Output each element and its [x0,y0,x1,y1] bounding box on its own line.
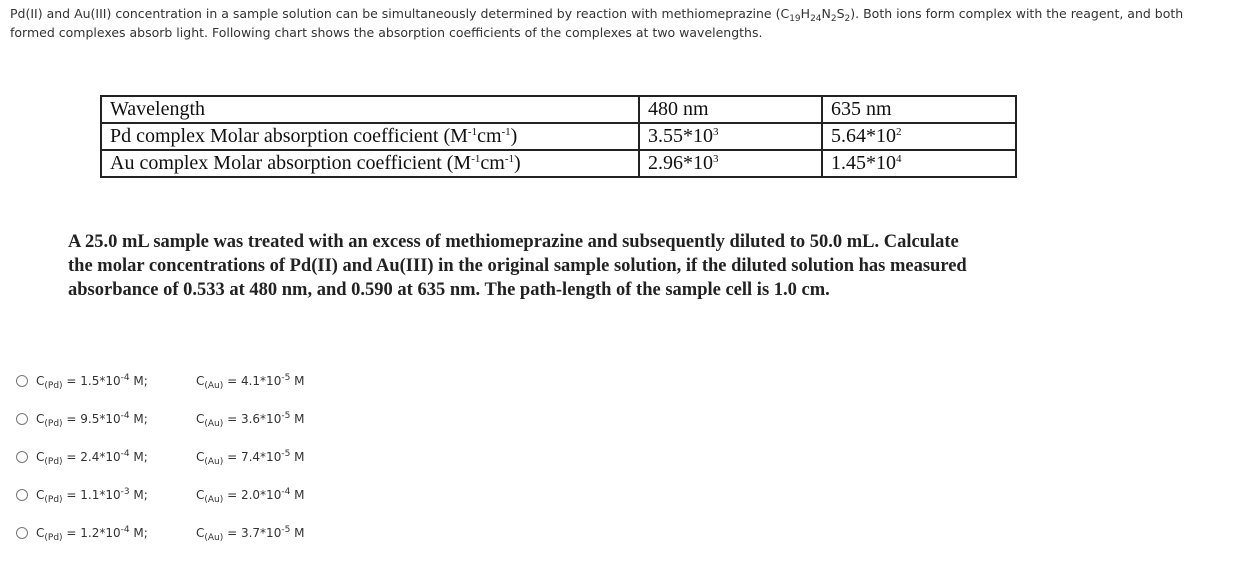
radio-button[interactable] [16,489,28,501]
equals: = [223,412,241,426]
subscript: (Pd) [44,533,63,543]
subscript: (Au) [204,457,224,467]
superscript: 3 [713,126,719,138]
equals: = [223,450,241,464]
radio-button[interactable] [16,375,28,387]
answer-option-4[interactable] [16,476,416,514]
exponent: -5 [281,525,291,535]
answer-options [16,362,416,552]
intro-text: Pd(II) and Au(III) concentration in a sample solution can be simultaneously determined by reaction with methiomeprazine (C [10,6,790,21]
exponent: -4 [281,487,291,497]
cell-value: 2.96*10 [648,152,713,174]
equals: = [62,450,81,464]
answer-option-1[interactable] [16,362,416,400]
equals: = [223,488,241,502]
superscript: 4 [896,153,902,165]
equals: = [62,526,81,540]
unit: M [290,526,305,540]
c-label: C [196,412,205,426]
au-concentration [196,373,305,391]
unit: cm [477,125,502,147]
problem-statement: A 25.0 mL sample was treated with an excess of methiomeprazine and subsequently diluted to 50.0 mL. Calculate the molar concentrations of Pd(II) and Au(III) in the original sample solution, if the diluted solution has measured absorbance of 0.533 at 480 nm, and 0.590 at 635 nm. The path-length of the sample cell is 1.0 cm. [68,232,967,300]
table-row [101,123,1016,150]
table-cell: 480 nm [639,96,822,123]
subscript: (Pd) [44,495,63,505]
formula-element: H [800,6,811,21]
table-cell [822,123,1016,150]
answer-option-2[interactable] [16,400,416,438]
subscript: (Pd) [44,381,63,391]
superscript: -1 [504,153,514,165]
table-row [101,150,1016,177]
radio-button[interactable] [16,451,28,463]
formula-element: N [821,6,831,21]
unit: M; [129,488,148,502]
value: 3.7*10 [240,526,282,540]
unit: ) [510,125,518,147]
c-label: C [36,412,45,426]
exponent: -5 [281,411,291,421]
subscript: (Au) [204,495,224,505]
subscript: 2 [844,14,851,24]
intro-text-end: ). Both ions form complex with the reagent, and both formed complexes absorb light. Following chart shows the absorption coefficients of the complexes at two wavelengths. [10,6,1184,40]
exponent: -4 [120,411,130,421]
subscript: (Au) [204,381,224,391]
equals: = [223,526,241,540]
superscript: -1 [471,153,481,165]
c-label: C [196,450,205,464]
superscript: 3 [713,153,719,165]
answer-option-5[interactable] [16,514,416,552]
unit: cm [480,152,505,174]
cell-value: 3.55*10 [648,125,713,147]
table-cell [822,150,1016,177]
table-cell: Wavelength [101,96,639,123]
unit: ) [513,152,521,174]
subscript: (Pd) [44,457,63,467]
pd-concentration [36,487,196,505]
exponent: -3 [120,487,130,497]
au-concentration [196,411,305,429]
exponent: -4 [120,373,130,383]
unit: M; [129,374,148,388]
answer-option-3[interactable] [16,438,416,476]
exponent: -4 [120,525,130,535]
unit: M [290,412,305,426]
value: 2.4*10 [80,450,121,464]
pd-concentration [36,525,196,543]
pd-concentration [36,411,196,429]
radio-button[interactable] [16,527,28,539]
pd-concentration [36,373,196,391]
problem-image [28,68,1058,338]
superscript: 2 [896,126,902,138]
pd-concentration [36,449,196,467]
subscript: 2 [830,14,837,24]
c-label: C [196,374,205,388]
unit: M; [129,450,148,464]
c-label: C [196,526,205,540]
cell-value: 1.45*10 [831,152,896,174]
value: 1.2*10 [80,526,121,540]
table-cell [639,123,822,150]
value: 4.1*10 [240,374,282,388]
equals: = [62,412,81,426]
subscript: (Au) [204,533,224,543]
table-row [101,96,1016,123]
absorption-coefficient-table [100,95,1017,178]
subscript: (Au) [204,419,224,429]
formula-element: S [836,6,845,21]
equals: = [62,488,81,502]
exponent: -5 [281,373,291,383]
table-cell [101,150,639,177]
value: 1.5*10 [80,374,121,388]
value: 1.1*10 [80,488,121,502]
subscript: (Pd) [44,419,63,429]
question-intro [10,4,1230,42]
au-concentration [196,487,305,505]
c-label: C [36,450,45,464]
superscript: -1 [467,126,478,138]
unit: M [290,488,305,502]
au-concentration [196,449,305,467]
subscript: 24 [810,14,822,24]
table-cell [101,123,639,150]
c-label: C [36,488,45,502]
value: 7.4*10 [240,450,282,464]
unit: M; [129,526,148,540]
c-label: C [196,488,205,502]
unit: M [290,450,305,464]
equals: = [62,374,81,388]
exponent: -5 [281,449,291,459]
unit: M [290,374,305,388]
table-cell [639,150,822,177]
unit: M; [129,412,148,426]
equals: = [223,374,241,388]
value: 9.5*10 [80,412,121,426]
au-concentration [196,525,305,543]
value: 3.6*10 [240,412,282,426]
row-label: Au complex Molar absorption coefficient (M [110,152,472,174]
exponent: -4 [120,449,130,459]
subscript: 19 [789,14,801,24]
c-label: C [36,374,45,388]
radio-button[interactable] [16,413,28,425]
table-cell: 635 nm [822,96,1016,123]
superscript: -1 [501,126,511,138]
value: 2.0*10 [240,488,282,502]
row-label: Pd complex Molar absorption coefficient (M [110,125,468,147]
cell-value: 5.64*10 [831,125,896,147]
c-label: C [36,526,45,540]
